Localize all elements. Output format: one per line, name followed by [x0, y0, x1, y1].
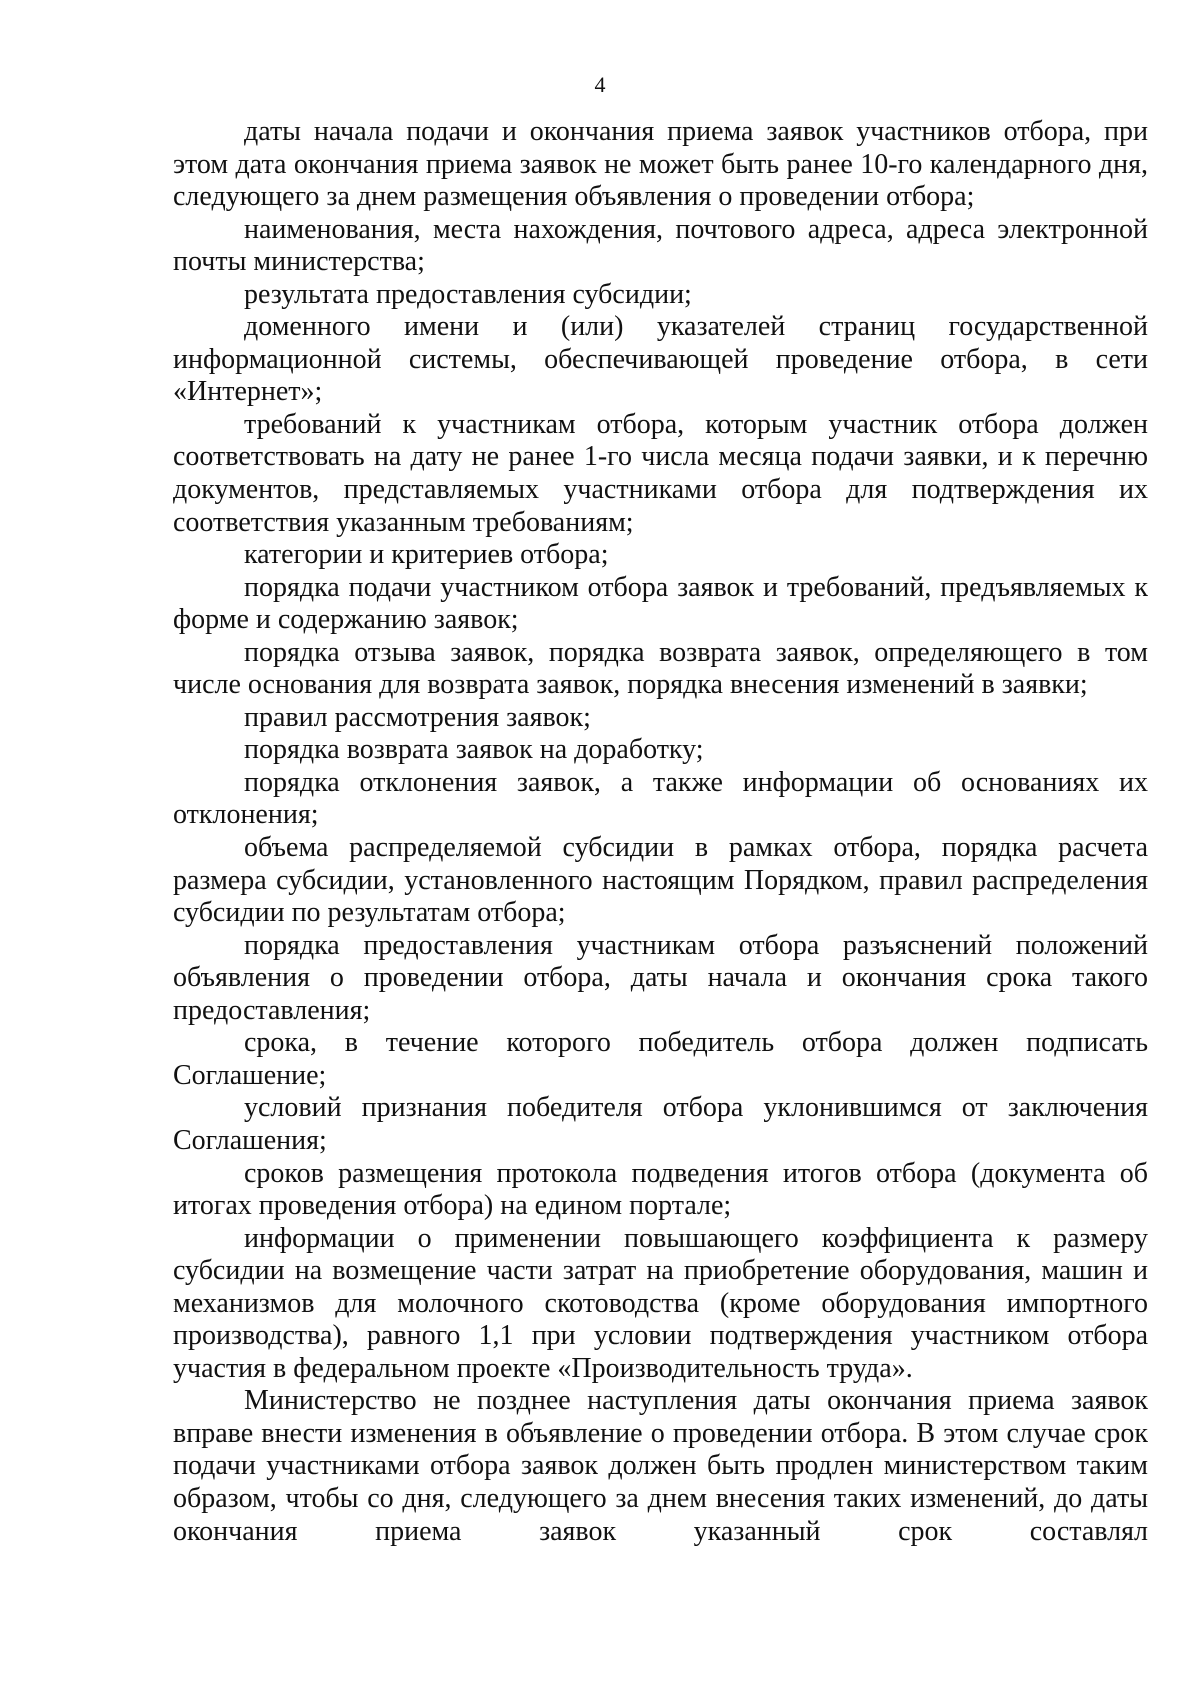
- paragraph-announcement-changes: Министерство не позднее наступления даты окончания приема заявок вправе внести изменения в объявление о проведении отбора. В этом случае срок подачи участниками отбора заявок должен быть продлен министерством таким образом, чтобы со дня, следующего за днем внесения таких изменений, до даты окончания приема заявок указанный срок составлял: [173, 1385, 1148, 1547]
- paragraph-signing-deadline: срока, в течение которого победитель отбора должен подписать Соглашение;: [173, 1027, 1148, 1091]
- paragraph-withdrawal-procedure: порядка отзыва заявок, порядка возврата заявок, определяющего в том числе основания для возврата заявок, порядка внесения изменений в заявки;: [173, 636, 1148, 701]
- document-body: [173, 116, 1148, 1548]
- paragraph-selection-criteria: категории и критериев отбора;: [244, 539, 609, 571]
- paragraph-review-rules: правил рассмотрения заявок;: [244, 701, 591, 733]
- paragraph-ministry-contacts: наименования, места нахождения, почтового адреса, адреса электронной почты министерства;: [173, 213, 1148, 278]
- paragraph-domain-name: доменного имени и (или) указателей страниц государственной информационной системы, обеспечивающей проведение отбора, в сети «Интернет»;: [173, 311, 1148, 408]
- paragraph-submission-dates: даты начала подачи и окончания приема заявок участников отбора, при этом дата окончания приема заявок не может быть ранее 10-го календарного дня, следующего за днем размещения объявления о проведении отбора;: [173, 116, 1148, 213]
- paragraph-evasion-conditions: условий признания победителя отбора уклонившимся от заключения Соглашения;: [173, 1092, 1148, 1156]
- paragraph-protocol-deadlines: сроков размещения протокола подведения итогов отбора (документа об итогах проведения отбора) на едином портале;: [173, 1157, 1148, 1222]
- paragraph-participant-requirements: требований к участникам отбора, которым участник отбора должен соответствовать на дату не ранее 1-го числа месяца подачи заявки, и к перечню документов, представляемых участниками отбора для подтверждения их соответствия указанным требованиям;: [173, 408, 1148, 538]
- page-number: 4: [594, 72, 606, 97]
- paragraph-subsidy-volume: объема распределяемой субсидии в рамках отбора, порядка расчета размера субсидии, установленного настоящим Порядком, правил распределения субсидии по результатам отбора;: [173, 832, 1148, 929]
- paragraph-rejection-procedure: порядка отклонения заявок, а также информации об основаниях их отклонения;: [173, 766, 1148, 831]
- paragraph-increasing-coefficient: информации о применении повышающего коэффициента к размеру субсидии на возмещение части затрат на приобретение оборудования, машин и механизмов для молочного скотоводства (кроме оборудования импортного производства), равного 1,1 при условии подтверждения участником отбора участия в федеральном проекте «Производительность труда».: [173, 1222, 1148, 1384]
- paragraph-return-for-revision: порядка возврата заявок на доработку;: [244, 734, 704, 766]
- paragraph-clarifications: порядка предоставления участникам отбора разъяснений положений объявления о проведении отбора, даты начала и окончания срока такого предоставления;: [173, 929, 1148, 1026]
- paragraph-subsidy-result: результата предоставления субсидии;: [244, 278, 692, 310]
- paragraph-submission-procedure: порядка подачи участником отбора заявок и требований, предъявляемых к форме и содержанию заявок;: [173, 571, 1148, 636]
